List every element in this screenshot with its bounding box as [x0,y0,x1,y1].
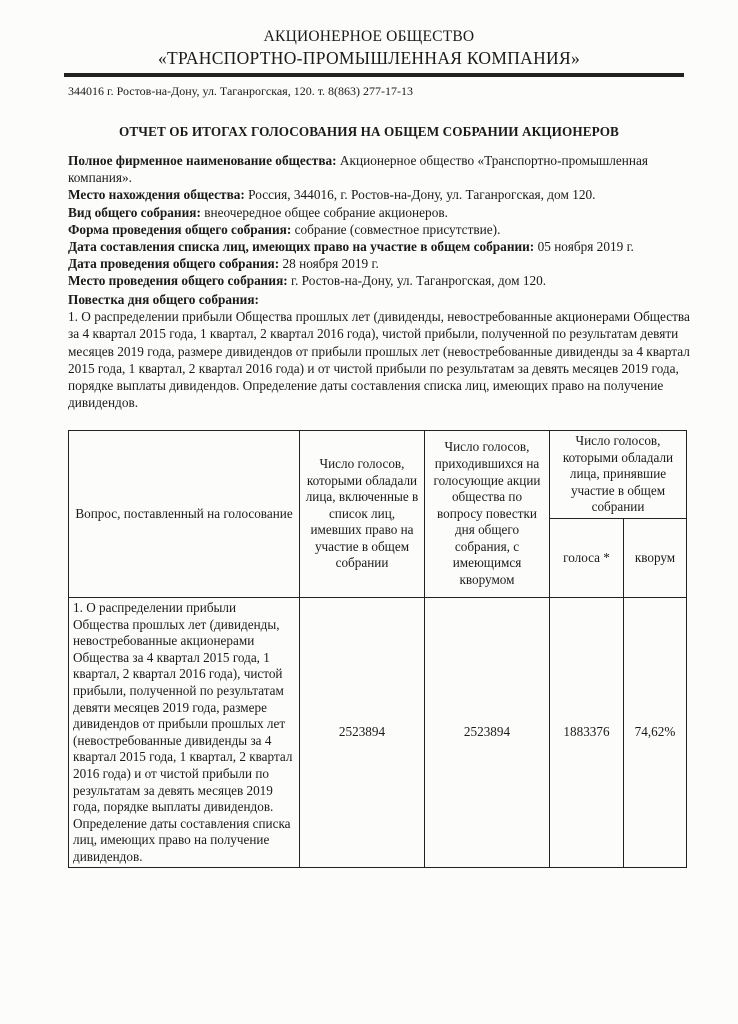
info-label: Дата составления списка лиц, имеющих право на участие в общем собрании: [68,239,535,255]
info-value: 05 ноября 2019 г. [534,239,634,255]
info-full-name [68,152,693,186]
voting-results-table [68,430,687,868]
info-value: Акционерное общество «Транспортно-промышленная компания». [68,153,649,186]
header-votes-included: Число голосов, которыми обладали лица, включенные в список лиц, имевших право на участие в общем собрании [300,431,425,598]
info-value: Россия, 344016, г. Ростов-на-Дону, ул. Таганрогская, дом 120. [244,187,596,203]
info-label: Место проведения общего собрания: [68,273,288,289]
company-name: «ТРАНСПОРТНО-ПРОМЫШЛЕННАЯ КОМПАНИЯ» [157,48,581,68]
info-value: г. Ростов-на-Дону, ул. Таганрогская, дом 120. [287,273,547,289]
header-votes-shares: Число голосов, приходившихся на голосующие акции общества по вопросу повестки дня общего собрания, с имеющимся кворумом [425,431,550,598]
agenda-item: 1. О распределении прибыли Общества прошлых лет (дивиденды, невостребованные акционерами Общества за 4 квартал 2015 года, 1 квартал, 2 квартал 2016 года), чистой прибыли, полученной по результатам девяти месяцев 2019 года, размере дивидендов от прибыли прошлых лет (невостребованные дивиденды за 4 квартал 2015 года, 1 квартал, 2 квартал 2016 года) и от чистой прибыли по результатам за девять месяцев 2019 года, порядке выплаты дивидендов. Определение даты составления списка лиц, имеющих право на получение дивидендов. [68,309,690,411]
table-header-row [69,431,687,519]
subheader-quorum: кворум [624,518,687,597]
info-label: Форма проведения общего собрания: [68,221,292,237]
company-address: 344016 г. Ростов-на-Дону, ул. Таганрогская, 120. т. 8(863) 277-17-13 [68,84,414,98]
cell-question: 1. О распределении прибыли Общества прошлых лет (дивиденды, невостребованные акционерами Общества за 4 квартал 2015 года, 1 квартал, 2 квартал 2016 года), чистой прибыли, полученной по результатам девяти месяцев 2019 года, размере дивидендов от прибыли прошлых лет (невостребованные дивиденды за 4 квартал 2015 года, 1 квартал, 2 квартал 2016 года) и от чистой прибыли по результатам за девять месяцев 2019 года, порядке выплаты дивидендов. Определение даты составления списка лиц, имеющих право на получение дивидендов. [69,597,300,868]
cell-votes: 1883376 [550,597,624,868]
header-votes-participants: Число голосов, которыми обладали лица, принявшие участие в общем собрании [550,431,687,519]
cell-quorum: 74,62% [624,597,687,868]
table-row [69,597,687,868]
info-label: Место нахождения общества: [68,187,245,203]
info-label: Полное фирменное наименование общества: [68,153,337,168]
cell-votes-shares: 2523894 [425,597,550,868]
info-list-date [68,238,693,255]
info-location [68,186,693,203]
company-type: АКЦИОНЕРНОЕ ОБЩЕСТВО [263,28,475,45]
info-meeting-form [68,221,693,238]
info-meeting-place [68,272,693,289]
header-divider [64,73,684,77]
info-label: Вид общего собрания: [68,204,201,220]
agenda [68,291,693,411]
info-meeting-type [68,204,693,221]
header-question: Вопрос, поставленный на голосование [69,431,300,598]
agenda-label: Повестка дня общего собрания: [68,292,259,307]
report-title: ОТЧЕТ ОБ ИТОГАХ ГОЛОСОВАНИЯ НА ОБЩЕМ СОБРАНИИ АКЦИОНЕРОВ [119,124,619,139]
info-value: внеочередное общее собрание акционеров. [200,204,448,220]
info-meeting-date [68,255,693,272]
info-label: Дата проведения общего собрания: [68,256,280,272]
meeting-info [68,152,693,290]
info-value: собрание (совместное присутствие). [291,221,501,237]
subheader-votes: голоса * [550,518,624,597]
cell-votes-included: 2523894 [300,597,425,868]
info-value: 28 ноября 2019 г. [279,256,379,272]
